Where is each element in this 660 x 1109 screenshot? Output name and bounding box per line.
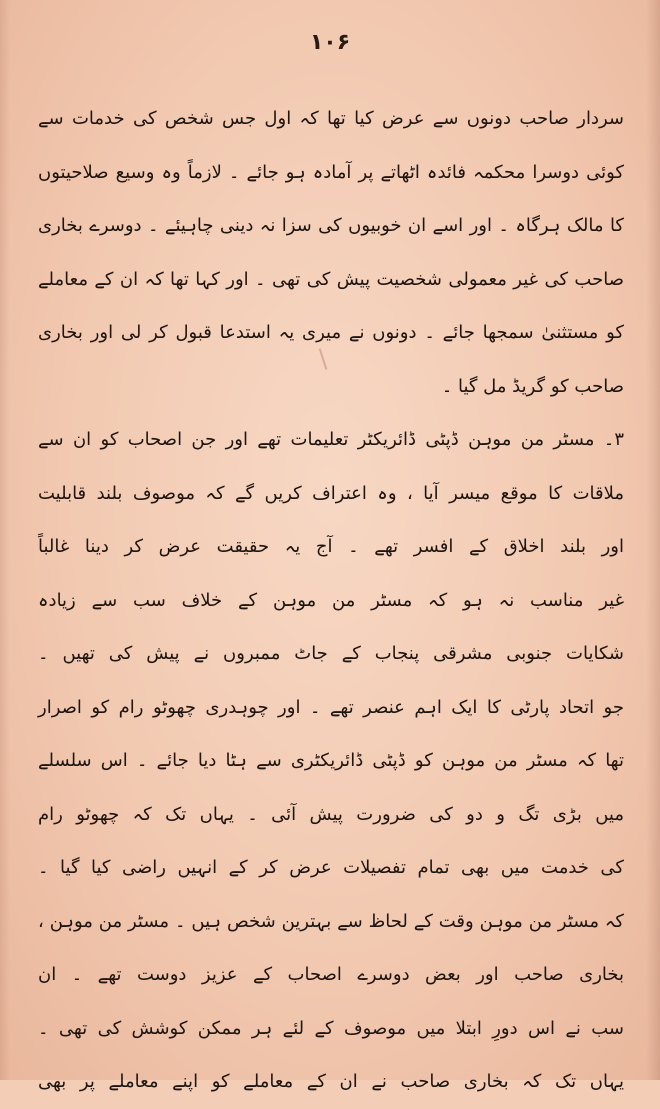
text-line: کو مستثنیٰ سمجھا جائے ۔ دونوں نے میری یہ استدعا قبول کر لی اور بخاری bbox=[38, 322, 624, 343]
text-line: غیر مناسب نہ ہو کہ مسٹر من موہن کے خلاف سب سے زیادہ bbox=[38, 589, 624, 611]
text-line: کا مالک ہرگاہ ۔ اور اسے ان خوبیوں کی سزا نہ دینی چاہیئے ۔ دوسرے بخاری bbox=[38, 215, 624, 236]
text-line: کی خدمت میں بھی تمام تفصیلات عرض کر کے انہیں راضی کیا گیا ۔ bbox=[38, 857, 624, 878]
text-line: صاحب کو گریڈ مل گیا ۔ bbox=[441, 375, 624, 397]
page-right-shadow bbox=[646, 0, 660, 1080]
page-number: ۱۰۶ bbox=[309, 30, 351, 55]
text-line: یہاں تک کہ بخاری صاحب نے ان کے معاملے کو اپنے معاملے پر بھی bbox=[38, 1071, 624, 1092]
text-line: سب نے اس دورِ ابتلا میں موصوف کے لئے ہر ممکن کوشش کی تھی ۔ bbox=[38, 1017, 624, 1039]
text-line: کہ مسٹر من موہن وقت کے لحاظ سے بہترین شخص ہیں ۔ مسٹر من موہن ، bbox=[38, 910, 624, 932]
body-text bbox=[38, 92, 624, 1109]
page-left-shadow bbox=[0, 0, 10, 1080]
text-line: تھا کہ مسٹر من موہن کو ڈپٹی ڈائریکٹری سے ہٹا دیا جائے ۔ اس سلسلے bbox=[38, 750, 624, 771]
text-line: ملاقات کا موقع میسر آیا ، وہ اعتراف کریں گے کہ موصوف بلند قابلیت bbox=[38, 482, 624, 504]
text-line: کوئی دوسرا محکمہ فائدہ اٹھاتے پر آمادہ ہو جائے ۔ لازماً وہ وسیع صلاحیتوں bbox=[38, 161, 624, 183]
text-line: شکایات جنوبی مشرقی پنجاب کے جاٹ ممبروں نے پیش کی تھیں ۔ bbox=[38, 643, 624, 664]
text-line: صاحب کی غیر معمولی شخصیت پیش کی تھی ۔ اور کہا تھا کہ ان کے معاملے bbox=[38, 268, 624, 290]
text-line: ۳۔ مسٹر من موہن ڈپٹی ڈائریکٹر تعلیمات تھے اور جن اصحاب کو ان سے bbox=[38, 429, 624, 450]
text-line: سردار صاحب دونوں سے عرض کیا تھا کہ اول جس شخص کی خدمات سے bbox=[38, 108, 624, 129]
text-line: جو اتحاد پارٹی کا ایک اہم عنصر تھے ۔ اور چوہدری چھوٹو رام کو اصرار bbox=[38, 696, 624, 718]
text-line: میں بڑی تگ و دو کی ضرورت پیش آئی ۔ یہاں تک کہ چھوٹو رام bbox=[38, 803, 624, 825]
text-line: اور بلند اخلاق کے افسر تھے ۔ آج یہ حقیقت عرض کر دینا غالباً bbox=[38, 536, 624, 557]
text-line: بخاری صاحب اور بعض دوسرے اصحاب کے عزیز دوست تھے ۔ ان bbox=[38, 964, 624, 985]
